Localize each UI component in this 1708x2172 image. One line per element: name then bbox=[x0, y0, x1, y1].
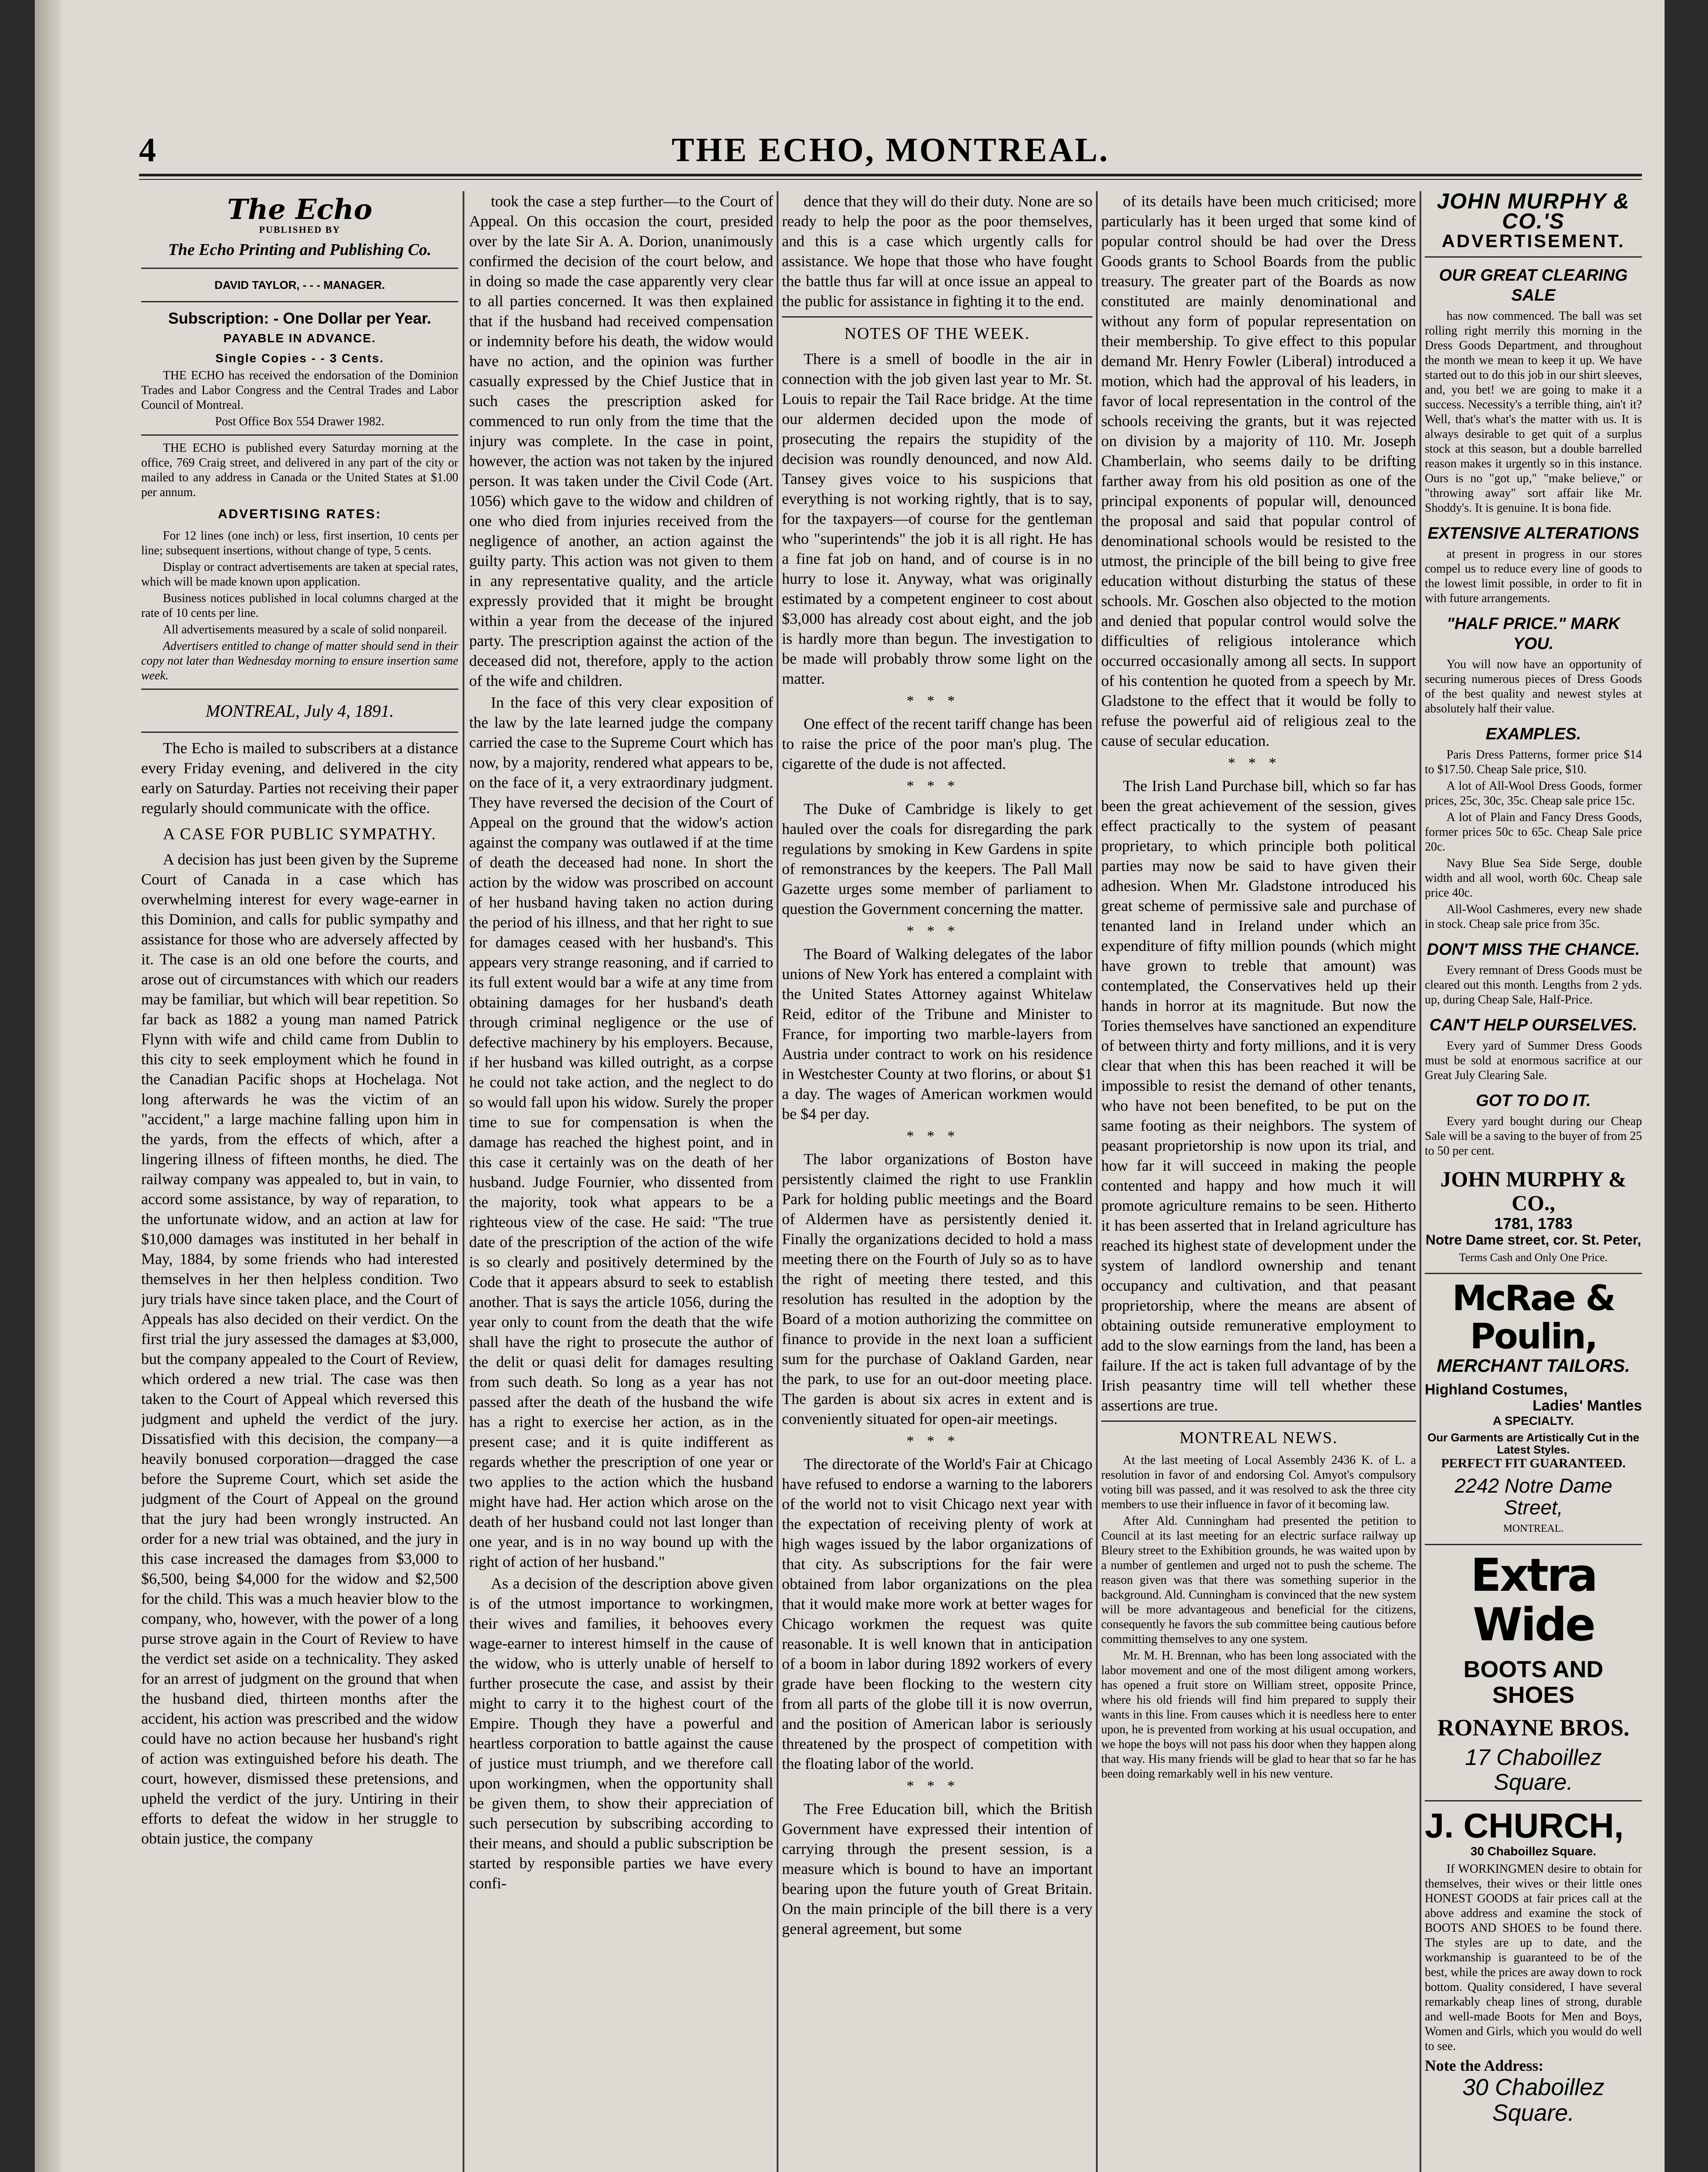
church-address-large: 30 Chaboillez Square. bbox=[1462, 2074, 1605, 2126]
murphy-name: JOHN MURPHY & CO., bbox=[1440, 1167, 1627, 1215]
ad-heading: CAN'T HELP OURSELVES. bbox=[1429, 1016, 1638, 1034]
divider bbox=[1425, 1544, 1642, 1545]
column-rule bbox=[1096, 191, 1098, 2172]
ad-rates-text: Business notices published in local columns charged at the rate of 10 cents per line. bbox=[141, 592, 458, 620]
article-body: A decision has just been given by the Supreme Court of Canada in a case which has overwhelming interest for every wage-earner in this Dominion, and calls for public sympathy and assistance for those who are adversely affected by it. The case is an old one before the courts, and arose out of circumstances with which our readers may be familiar, but which will bear repetition. So far back as 1882 a young man named Patrick Flynn with wife and child came from Dublin to this city to seek employment which he found in the Canadian Pacific shops at Hochelaga. Not long afterwards he was the victim of an "accident," a large machine falling upon him in the yards, from the effects of which, after a lingering illness of fifteen months, he died. The railway company was appealed to, but in vain, to accord some assistance, by way of reparation, to the unfortunate widow, and an action at law for $10,000 damages was instituted in her behalf in May, 1884, by some friends who had interested themselves in her then helpless condition. Two jury trials have since taken place, and the Court of Appeals has also decided on their verdict. On the first trial the jury assessed the damages at $3,000, but the company appealed to the Court of Review, which ordered a new trial. The case was then taken to the Court of Appeal which reversed this judgment and upheld the verdict of the jury. Dissatisfied with this decision, the company—a heavily bonused corporation—dragged the case before the Supreme Court, which set aside the judgment of the Court of Appeal on the ground that the jury had been wrongly instructed. An order for a new trial was obtained, and the jury in this case increased the damages from $3,000 to $6,500, being $4,000 for the widow and $2,500 for the child. This was a much heavier blow to the company, who, however, with the power of a long purse strove again in the Court of Review to have the verdict set aside on a technicality. They asked for an arrest of judgment on the ground that when the husband died, thirteen months after the accident, his action was prescribed and the widow could have no action because her husband's right of action was extinguished before his death. The court, however, dismissed these pretensions, and upheld the verdict of the jury. Untiring in their efforts to defeat the widow in her struggle to obtain justice, the company bbox=[141, 851, 458, 1847]
ad-text: has now commenced. The ball was set rolling right merrily this morning in the Dress Goods Department, and throughout the month we mean to keep it up. We have started out to do this job in our shirt sleeves, and, you bet! we are going to make it a success. Necessity's a terrible thing, ain't it? Well, that's what's the matter with us. It is always desirable to get quit of a surplus stock at this season, but a double barrelled reason makes it urgently so in this instance. Ours is no "got up," "make believe," or "throwing away" sort affair like Mr. Shoddy's. It is genuine. It is bona fide. bbox=[1425, 309, 1642, 515]
church-address: 30 Chaboillez Square. bbox=[1470, 1844, 1596, 1858]
mailing-notice: The Echo is mailed to subscribers at a distance every Friday evening, and delivered in the city early on Saturday. Parties not receiving their paper regularly should communicate with the office. bbox=[141, 739, 458, 817]
ad-rates-text: Display or contract advertisements are taken at special rates, which will be made known upon application. bbox=[141, 560, 458, 589]
divider bbox=[1425, 1800, 1642, 1801]
column-4 bbox=[1101, 191, 1416, 2172]
separator-stars: *** bbox=[907, 778, 968, 794]
divider bbox=[1425, 256, 1642, 258]
murphy-address: Notre Dame street, cor. St. Peter, bbox=[1425, 1232, 1642, 1248]
note-item: The directorate of the World's Fair at Chicago have refused to endorse a warning to the laborers of the world not to visit Chicago next year with the expectation of receiving plenty of work at high wages issued by the labor organizations of that city. As subscriptions for the fair were obtained from labor organizations on the plea that it would make more work at better wages for Chicago workmen the request was quite reasonable. It is well known that in anticipation of a boom in labor during 1892 workers of every grade have been flocking to the western city from all parts of the globe till it is now overrun, and the position of American labor is seriously threatened by the prospect of competition with the floating labor of the world. bbox=[782, 1455, 1092, 1772]
divider bbox=[1425, 1273, 1642, 1274]
ad-heading: OUR GREAT CLEARING SALE bbox=[1439, 266, 1628, 305]
ad-text: Every remnant of Dress Goods must be cleared out this month. Lengths from 2 yds. up, during Cheap Sale, Half-Price. bbox=[1425, 963, 1642, 1007]
church-title: J. CHURCH, bbox=[1425, 1806, 1624, 1845]
news-item: At the last meeting of Local Assembly 2436 K. of L. a resolution in favor of and endorsing Col. Amyot's compulsory voting bill was passed, and it was resolved to ask the three city members to use their influence in favor of it becoming law. bbox=[1101, 1454, 1416, 1511]
ad-text: You will now have an opportunity of securing numerous pieces of Dress Goods of the best quality and newest styles at absolutely half their value. bbox=[1425, 658, 1642, 715]
ad-rates-text: Advertisers entitled to change of matter should send in their copy not later than Wednesday morning to ensure insertion same week. bbox=[141, 639, 458, 682]
newspaper-title: THE ECHO, MONTREAL. bbox=[672, 131, 1109, 169]
ronayne-bros: RONAYNE BROS. bbox=[1437, 1715, 1630, 1741]
mcrae-line: Highland Costumes, bbox=[1425, 1381, 1568, 1398]
article-body: took the case a step further—to the Court of Appeal. On this occasion the court, presided over by the late Sir A. A. Dorion, unanimously confirmed the decision of the court below, and in doing so made the case apparently very clear to all parties concerned. It was then explained that if the husband had received compensation or indemnity before his death, the widow would have no action, and the opinion was further casually expressed by the Chief Justice that in such cases the prescription asked for commenced to run only from the time that the injury was complete. In the case in point, however, the action was not taken by the injured person. It was taken under the Civil Code (Art. 1056) which gave to the widow and children of one who died from injuries received from the negligence of another, an action against the guilty party. This action was not given to them in any representative quality, and the article expressly provided that it might be brought within a year from the decease of the injured party. The prescription against the action of the deceased did not, therefore, apply to the action of the wife and children. bbox=[469, 192, 773, 689]
murphy-terms: Terms Cash and Only One Price. bbox=[1459, 1251, 1608, 1264]
column-2 bbox=[469, 191, 773, 2172]
note-item: The labor organizations of Boston have persistently claimed the right to use Franklin Park for holding public meetings and the Board of Aldermen have as persistently denied it. Finally the organizations decided to hold a mass meeting there on the Fourth of July so as to have the right of meeting there tested, and this resolution has resulted in the adoption by the Board of a motion authorizing the committee on finance to provide in the next loan a sufficient sum for the purchase of Oakland Garden, near the park, to use for an out-door meeting place. The garden is about six acres in extent and is conveniently situated for open-air meetings. bbox=[782, 1150, 1092, 1427]
publish-info-text: THE ECHO is published every Saturday morning at the office, 769 Craig street, and delivered in any part of the city or mailed to any address in Canada or the United States at $1.00 per annum. bbox=[141, 441, 458, 499]
ad-rates-text: All advertisements measured by a scale of solid nonpareil. bbox=[163, 623, 447, 636]
note-item: The Board of Walking delegates of the labor unions of New York has entered a complaint with the United States Attorney against Whitelaw Reid, editor of the Tribune and Minister to France, for importing two marble-layers from Austria under contract to work on his residence in Westchester County at two florins, or about $1 a day. The wages of American workmen would be $4 per day. bbox=[782, 945, 1092, 1122]
separator-stars: *** bbox=[1228, 755, 1289, 771]
ad-text: Every yard of Summer Dress Goods must be sold at enormous sacrifice at our Great July Clearing Sale. bbox=[1425, 1039, 1642, 1082]
dateline: MONTREAL, July 4, 1891. bbox=[205, 701, 394, 721]
notes-heading: NOTES OF THE WEEK. bbox=[844, 324, 1030, 343]
publisher-name: The Echo Printing and Publishing Co. bbox=[168, 241, 432, 259]
divider bbox=[141, 689, 458, 690]
example-item: Paris Dress Patterns, former price $14 to $17.50. Cheap Sale price, $10. bbox=[1425, 748, 1642, 776]
note-item: One effect of the recent tariff change has been to raise the price of the poor man's plug. The cigarette of the dude is not affected. bbox=[782, 715, 1092, 772]
mcrae-city: MONTREAL. bbox=[1503, 1523, 1564, 1534]
mcrae-title: McRae & Poulin, bbox=[1452, 1278, 1615, 1357]
mcrae-line: Ladies' Mantles bbox=[1533, 1397, 1642, 1414]
mcrae-subtitle: MERCHANT TAILORS. bbox=[1437, 1355, 1630, 1376]
boots-and-shoes: BOOTS AND SHOES bbox=[1463, 1656, 1603, 1708]
article-body: In the face of this very clear exposition of the law by the late learned judge the company carried the case to the Supreme Court which has now, by a majority, rendered what appears to be, on the face of it, a very extraordinary judgment. They have reversed the decision of the Court of Appeal on the ground that the widow's action against the company was outlawed if at the time of death the deceased had none. In short the action by the widow was proscribed on account of her husband having taken no action during the period of his illness, and that her right to sue for damages ceased with her husband's. This appears very strange reasoning, and if carried to its full extent would bar a wife at any time from obtaining damages for her husband's death through criminal negligence or the use of defective machinery by his employers. Because, if her husband was killed outright, as a corpse he could not take action, and the neglect to do so would fall upon his widow. Surely the proper time to sue for compensation is when the damage has reached the highest point, and in this case it certainly was on the death of her husband. Judge Fournier, who dissented from the majority, took what appears to be a righteous view of the case. He said: "The true date of the prescription of the action of the wife is so clearly and positively determined by the Code that it appears absurd to seek to establish another. That is says the article 1056, during the year only to count from the death that the wife shall have the right to prosecute the author of the delit or quasi delit for damages resulting from such death. So long as a year has not passed after the death of the husband the wife has a right to exercise her action, as in the present case; and it is quite indifferent as regards whether the prescription of one year or two applies to the action which the husband might have had. Her action which arose on the death of her husband could not last longer than one year, and is in no way bound up with the right of action of her husband." bbox=[469, 694, 773, 1570]
mcrae-line: Our Garments are Artistically Cut in the Latest Styles. bbox=[1427, 1430, 1639, 1457]
divider bbox=[782, 316, 1092, 318]
divider bbox=[1101, 1420, 1416, 1422]
example-item: A lot of Plain and Fancy Dress Goods, former prices 50c to 65c. Cheap Sale price 20c. bbox=[1425, 811, 1642, 854]
column-5-ads bbox=[1425, 191, 1642, 2172]
ad-text: Every yard bought during our Cheap Sale will be a saving to the buyer of from 25 to 50 per cent. bbox=[1425, 1115, 1642, 1158]
masthead-rule-thin bbox=[139, 179, 1642, 180]
article-body: As a decision of the description above given is of the utmost importance to workingmen, their wives and families, it behooves every wage-earner to interest himself in the cause of the widow, who is utterly unable of herself to further prosecute the case, and assist by their might to carry it to the highest court of the Empire. Though they have a powerful and heartless corporation to battle against the cause of justice must triumph, and we therefore call upon workingmen, when the opportunity shall be given them, to show their appreciation of such persecution by subscribing according to their means, and should a public subscription be started by responsible parties we have every confi- bbox=[469, 1575, 773, 1892]
mcrae-line: A SPECIALTY. bbox=[1493, 1414, 1574, 1427]
payable-line: PAYABLE IN ADVANCE. bbox=[223, 331, 376, 345]
extra-wide: Extra Wide bbox=[1470, 1548, 1596, 1652]
article-heading: A CASE FOR PUBLIC SYMPATHY. bbox=[163, 825, 437, 843]
masthead-rule bbox=[139, 174, 1642, 176]
divider bbox=[141, 301, 458, 302]
post-office-line: Post Office Box 554 Drawer 1982. bbox=[215, 415, 384, 428]
montreal-news-heading: MONTREAL NEWS. bbox=[1179, 1429, 1338, 1447]
separator-stars: *** bbox=[907, 1128, 968, 1144]
single-copies-line: Single Copies - - 3 Cents. bbox=[215, 351, 384, 365]
advertising-rates-heading: ADVERTISING RATES: bbox=[218, 507, 382, 521]
note-item: The Irish Land Purchase bill, which so far has been the great achievement of the session, gives effect practically to the system of peasant proprietary, to which principle both political parties may now be said to have given their adhesion. When Mr. Gladstone introduced his great scheme of permissive sale and purchase of tenanted land in Ireland under which an expenditure of fifty million pounds (which might have grown to treble that amount) was contemplated, the Conservatives held up their hands in horror at its magnitude. But now the Tories themselves have sanctioned an expenditure of between thirty and forty millions, and it is very clear that when this has been reached it will be impossible to resist the demand of other tenants, who have not been benefited, to be put on the same footing as their neighbors. The system of peasant proprietorship is now upon its trial, and how far it will succeed in making the people contented and happy and how much it will promote agriculture remains to be seen. Hitherto it has been asserted that in Ireland agriculture has reached its highest state of development under the system of landlord ownership and tenant occupancy and cultivation, and that peasant proprietorship, where the means are absent of obtaining outside remunerative employment to add to the slow earnings from the land, has been a failure. If the act is taken full advantage of by the Irish peasantry time will tell whether these assertions are true. bbox=[1101, 777, 1416, 1414]
news-item: Mr. M. H. Brennan, who has been long associated with the labor movement and one of the most diligent among workers, has opened a fruit store on William street, opposite Prince, where his old friends will find him prepared to supply their wants in this line. From causes which it is needless here to enter upon, he is prevented from working at his usual occupation, and we hope the boys will not pass his door when they happen along that way. His many friends will be glad to hear that so far he has been doing remarkably well in his new venture. bbox=[1101, 1649, 1416, 1781]
murphy-title: JOHN MURPHY & CO.'S bbox=[1437, 191, 1630, 233]
column-rule bbox=[463, 191, 464, 2172]
mcrae-line: PERFECT FIT GUARANTEED. bbox=[1441, 1456, 1626, 1470]
ronayne-address: 17 Chaboillez Square. bbox=[1465, 1745, 1602, 1795]
subscription-line: Subscription: - One Dollar per Year. bbox=[168, 309, 431, 327]
church-text: If WORKINGMEN desire to obtain for themselves, their wives or their little ones HONEST GOODS at fair prices call at the above address and examine the stock of BOOTS AND SHOES to be found there. The styles are up to date, and the workmanship is guaranteed to be of the best, while the prices are away down to rock bottom. Quality considered, I have several remarkably cheap lines of strong, durable and well-made Boots for Men and Boys, Women and Girls, which you would do well to see. bbox=[1425, 1862, 1642, 2053]
ad-rates-text: For 12 lines (one inch) or less, first insertion, 10 cents per line; subsequent insertions, without change of type, 5 cents. bbox=[141, 529, 458, 557]
ad-heading: DON'T MISS THE CHANCE. bbox=[1427, 940, 1640, 959]
masthead bbox=[139, 130, 1642, 169]
ad-heading: EXTENSIVE ALTERATIONS bbox=[1427, 524, 1639, 543]
example-item: All-Wool Cashmeres, every new shade in stock. Cheap sale price from 35c. bbox=[1425, 903, 1642, 931]
note-address-label: Note the Address: bbox=[1425, 2057, 1544, 2075]
manager-line: DAVID TAYLOR, - - - MANAGER. bbox=[214, 278, 385, 291]
news-item: After Ald. Cunningham had presented the petition to Council at its last meeting for an electric surface railway up Bleury street to the Exhibition grounds, he was waited upon by a number of gentlemen and urged not to push the scheme. The reason given was that there was something superior in the background. Ald. Cunningham is convinced that the new system will be more advantageous and beneficial for the citizens, consequently he favors the sub committee being cautious before committing themselves to any one system. bbox=[1101, 1514, 1416, 1646]
page-number: 4 bbox=[139, 131, 156, 169]
echo-flag: The Echo bbox=[227, 193, 373, 226]
ad-heading: EXAMPLES. bbox=[1486, 725, 1581, 743]
column-3 bbox=[782, 191, 1092, 2172]
note-item: of its details have been much criticised; more particularly has it been urged that some kind of popular control should be had over the Dress Goods grants to School Boards from the public treasury. The greater part of the Boards as now constituted are mainly denominational and without any form of popular representation on their membership. To give effect to this popular demand Mr. Henry Fowler (Liberal) introduced a motion, which had the approval of his leaders, in favor of local representation in the control of the schools receiving the grants, but it was rejected on division by a majority of 110. Mr. Joseph Chamberlain, who seems daily to be drifting farther away from his old position as one of the principal exponents of popular will, denounced the proposal and said that popular control of denominational schools would be resisted to the utmost, the principle of the bill being to give free education without disturbing the status of these schools. Mr. Goschen also objected to the motion and denied that popular control would solve the difficulties of religious intolerance which occurred occasionally among all sects. In support of his contention he quoted from a speech by Mr. Gladstone to the effect that it would be folly to refuse the powerful aid of religious zeal to the cause of secular education. bbox=[1101, 192, 1416, 749]
murphy-subtitle: ADVERTISEMENT. bbox=[1441, 231, 1625, 251]
note-item: The Free Education bill, which the British Government have expressed their intention of carrying through the present session, is a measure which is bound to have an important bearing upon the future youth of Great Britain. On the main principle of the bill there is a very general agreement, but some bbox=[782, 1800, 1092, 1937]
separator-stars: *** bbox=[907, 923, 968, 939]
endorsement-text: THE ECHO has received the endorsation of the Dominion Trades and Labor Congress and the Central Trades and Labor Council of Montreal. bbox=[141, 369, 458, 412]
ad-text: at present in progress in our stores compel us to reduce every line of goods to the lowest limit possible, in order to fit in with future arrangements. bbox=[1425, 547, 1642, 605]
ad-heading: "HALF PRICE." MARK YOU. bbox=[1447, 615, 1620, 653]
note-item: The Duke of Cambridge is likely to get hauled over the coals for disregarding the park regulations by smoking in Kew Gardens in spite of remonstrances by the keepers. The Pall Mall Gazette urges some member of parliament to question the Government concerning the matter. bbox=[782, 800, 1092, 917]
page-left-edge bbox=[35, 0, 61, 2172]
ad-heading: GOT TO DO IT. bbox=[1476, 1092, 1591, 1110]
divider bbox=[141, 268, 458, 269]
column-rule bbox=[1420, 191, 1421, 2172]
divider bbox=[141, 434, 458, 436]
note-item: There is a smell of boodle in the air in connection with the job given last year to Mr. St. Louis to repair the Tail Race bridge. At the time our aldermen decided upon the mode of prosecuting the repairs the stupidity of the decision was roundly denounced, and now Ald. Tansey gives voice to his suspicions that everything is not working rightly, that is to say, for the taxpayers—of course for the gentleman who "superintends" the job it is all right. He has a fine fat job on hand, and of course is in no hurry to lose it. Anyway, what was originally estimated by a competent engineer to cost about $3,000 has already cost about eight, and the job is hardly more than begun. The investigation to be made will probably throw some light on the matter. bbox=[782, 350, 1092, 687]
published-by: PUBLISHED BY bbox=[259, 224, 341, 235]
separator-stars: *** bbox=[907, 693, 968, 709]
divider bbox=[141, 732, 458, 733]
article-body: dence that they will do their duty. None are so ready to help the poor as the poor themselves, and this is a case which urgently calls for assistance. We hope that those who have fought the battle thus far will at once issue an appeal to the public for assistance in fighting it to the end. bbox=[782, 192, 1092, 310]
separator-stars: *** bbox=[907, 1433, 968, 1449]
example-item: Navy Blue Sea Side Serge, double width and all wool, worth 60c. Cheap sale price 40c. bbox=[1425, 857, 1642, 900]
mcrae-address: 2242 Notre Dame Street, bbox=[1454, 1474, 1612, 1519]
column-1 bbox=[141, 191, 458, 2172]
murphy-address: 1781, 1783 bbox=[1494, 1215, 1573, 1232]
separator-stars: *** bbox=[907, 1778, 968, 1794]
example-item: A lot of All-Wool Dress Goods, former prices, 25c, 30c, 35c. Cheap sale price 15c. bbox=[1425, 779, 1642, 808]
column-rule bbox=[777, 191, 778, 2172]
